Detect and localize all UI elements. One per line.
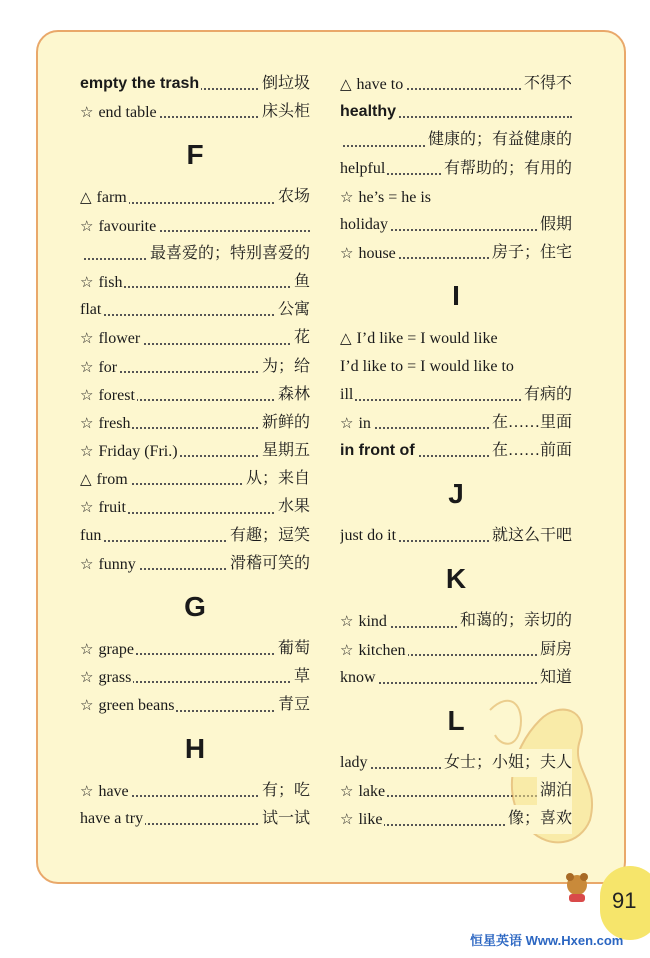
glossary-entry: [340, 211, 572, 239]
glossary-entry: [80, 522, 310, 550]
star-marker-icon: ☆: [80, 216, 94, 235]
glossary-entry: [340, 805, 572, 833]
glossary-entry: [340, 70, 572, 98]
triangle-marker-icon: △: [340, 329, 352, 348]
entry-english: ill: [340, 385, 354, 403]
star-marker-icon: ☆: [80, 272, 94, 291]
glossary-entry: [340, 607, 572, 635]
glossary-entry: [340, 381, 572, 409]
glossary-entry: [340, 155, 572, 183]
star-marker-icon: ☆: [340, 640, 354, 659]
entry-english: kitchen: [358, 641, 406, 659]
glossary-entry: [340, 353, 572, 381]
mascot-icon: [560, 870, 594, 904]
entry-chinese: 公寓: [275, 296, 310, 324]
entry-chinese: 葡萄: [275, 635, 310, 663]
entry-english: kind: [358, 613, 387, 631]
glossary-entry: [340, 749, 572, 777]
glossary-entry: [80, 777, 310, 805]
triangle-marker-icon: △: [340, 75, 352, 93]
star-marker-icon: ☆: [340, 810, 354, 829]
section-letter: L: [447, 705, 465, 736]
section-letter: F: [186, 139, 204, 171]
entry-chinese: 为；给: [259, 353, 310, 381]
entry-chinese: 女士；小姐；夫人: [441, 749, 572, 777]
entry-english: favourite: [98, 217, 157, 235]
glossary-entry: [80, 183, 310, 211]
entry-chinese: 青豆: [275, 691, 310, 719]
entry-english: healthy: [340, 103, 397, 121]
entry-english: end table: [98, 104, 157, 122]
glossary-entry: [340, 183, 572, 211]
glossary-entry: [340, 522, 572, 550]
entry-chinese: 厨房: [537, 636, 572, 664]
glossary-entry: [80, 240, 310, 268]
entry-english: empty the trash: [80, 75, 200, 92]
entry-chinese: 有；吃: [259, 777, 310, 805]
star-marker-icon: ☆: [340, 187, 354, 206]
entry-chinese: 水果: [275, 493, 310, 521]
entry-chinese: 有趣；逗笑: [227, 522, 310, 550]
entry-chinese: 房子；住宅: [489, 239, 572, 267]
entry-english: fun: [80, 526, 102, 544]
glossary-entry: [340, 126, 572, 154]
glossary-entry: [80, 550, 310, 578]
entry-chinese: 有病的: [521, 381, 572, 409]
entry-english: grape: [98, 641, 134, 658]
entry-english: have: [98, 782, 129, 800]
entry-chinese: 在……前面: [489, 437, 572, 465]
entry-chinese: 像；喜欢: [505, 805, 572, 833]
star-marker-icon: ☆: [80, 498, 94, 517]
triangle-marker-icon: △: [80, 188, 92, 207]
entry-chinese: 最喜爱的；特别喜爱的: [147, 240, 310, 268]
entry-chinese: 森林: [275, 381, 310, 409]
entry-english: lake: [358, 783, 386, 801]
glossary-entry: [80, 324, 310, 352]
section-letter: K: [445, 563, 467, 595]
glossary-entry: [340, 664, 572, 692]
watermark-text: 恒星英语 Www.Hxen.com: [470, 933, 624, 948]
star-marker-icon: ☆: [80, 442, 94, 461]
entry-english: fruit: [98, 499, 126, 517]
star-marker-icon: ☆: [80, 385, 94, 404]
glossary-entry: [80, 353, 310, 381]
page-number: 91: [612, 888, 637, 913]
glossary-entry: [340, 636, 572, 664]
entry-english: flat: [80, 301, 102, 319]
glossary-entry: [80, 98, 310, 126]
entry-chinese: 滑稽可笑的: [227, 550, 310, 578]
entry-chinese: 知道: [537, 664, 572, 692]
star-marker-icon: ☆: [80, 640, 94, 658]
star-marker-icon: ☆: [80, 357, 94, 376]
entry-english: have a try: [80, 809, 144, 827]
entry-english: fish: [98, 273, 123, 291]
glossary-entry: [80, 691, 310, 719]
entry-chinese: 草: [291, 663, 310, 691]
glossary-entry: [80, 635, 310, 663]
entry-english: lady: [340, 754, 368, 771]
star-marker-icon: ☆: [340, 413, 354, 432]
glossary-entry: [80, 381, 310, 409]
star-marker-icon: ☆: [80, 329, 94, 348]
section-letter: I: [452, 280, 460, 312]
star-marker-icon: ☆: [80, 554, 94, 573]
glossary-entry: [80, 465, 310, 493]
entry-english: funny: [98, 555, 136, 573]
entry-english: farm: [96, 189, 127, 207]
entry-english: he’s = he is: [358, 188, 432, 206]
entry-chinese: 在……里面: [489, 409, 572, 437]
star-marker-icon: ☆: [80, 781, 94, 800]
entry-english: I’d like to = I would like to: [340, 357, 514, 375]
star-marker-icon: ☆: [80, 413, 94, 432]
star-marker-icon: ☆: [340, 244, 354, 263]
entry-chinese: 和蔼的；亲切的: [457, 607, 572, 635]
entry-english: forest: [98, 386, 135, 404]
entry-chinese: 倒垃圾: [259, 70, 310, 98]
entry-english: from: [96, 471, 128, 489]
entry-english: Friday (Fri.): [98, 443, 178, 461]
section-letter: J: [448, 478, 464, 510]
entry-english: helpful: [340, 159, 386, 177]
entry-chinese: 农场: [275, 183, 310, 211]
glossary-entry: [340, 777, 572, 805]
glossary-entry: [80, 663, 310, 691]
glossary-entry: [80, 437, 310, 465]
left-column: [80, 70, 310, 833]
glossary-entry: [340, 409, 572, 437]
entry-english: like: [358, 811, 383, 829]
entry-chinese: 健康的；有益健康的: [425, 126, 572, 154]
section-letter: H: [184, 732, 206, 764]
entry-chinese: 鱼: [291, 268, 310, 296]
glossary-entry: [80, 296, 310, 324]
glossary-entry: [80, 493, 310, 521]
triangle-marker-icon: △: [80, 470, 92, 489]
entry-english: know: [340, 668, 376, 686]
entry-chinese: 不得不: [521, 70, 572, 98]
glossary-entry: [340, 239, 572, 267]
glossary-entry: [340, 98, 572, 126]
section-letter: G: [184, 591, 206, 622]
star-marker-icon: ☆: [80, 696, 94, 715]
entry-english: in: [358, 414, 371, 432]
glossary-entry: [80, 805, 310, 833]
entry-english: holiday: [340, 215, 388, 233]
entry-english: have to: [356, 76, 404, 93]
entry-chinese: 假期: [537, 211, 572, 239]
entry-english: grass: [98, 669, 132, 687]
entry-english: fresh: [98, 414, 131, 432]
glossary-entry: [340, 437, 572, 465]
star-marker-icon: ☆: [80, 668, 94, 687]
entry-english: flower: [98, 330, 141, 348]
entry-chinese: 从；来自: [243, 465, 310, 493]
entry-english: in front of: [340, 442, 415, 460]
entry-english: I’d like = I would like: [356, 330, 498, 348]
entry-english: green beans: [98, 697, 175, 715]
entry-chinese: 有帮助的；有用的: [441, 155, 572, 183]
entry-english: just do it: [340, 527, 397, 545]
glossary-entry: [80, 268, 310, 296]
glossary-entry: [80, 212, 310, 240]
entry-chinese: 湖泊: [537, 777, 572, 805]
star-marker-icon: ☆: [340, 782, 354, 801]
entry-chinese: 床头柜: [259, 98, 310, 126]
star-marker-icon: ☆: [340, 612, 354, 631]
glossary-entry: [340, 324, 572, 352]
entry-chinese: 花: [291, 324, 310, 352]
entry-chinese: 就这么干吧: [489, 522, 572, 550]
glossary-entry: [80, 70, 310, 98]
entry-chinese: 试一试: [259, 805, 310, 833]
star-marker-icon: ☆: [80, 103, 94, 122]
entry-chinese: 新鲜的: [259, 409, 310, 437]
entry-english: house: [358, 245, 396, 263]
glossary-entry: [80, 409, 310, 437]
entry-english: for: [98, 358, 118, 376]
entry-chinese: 星期五: [259, 437, 310, 465]
